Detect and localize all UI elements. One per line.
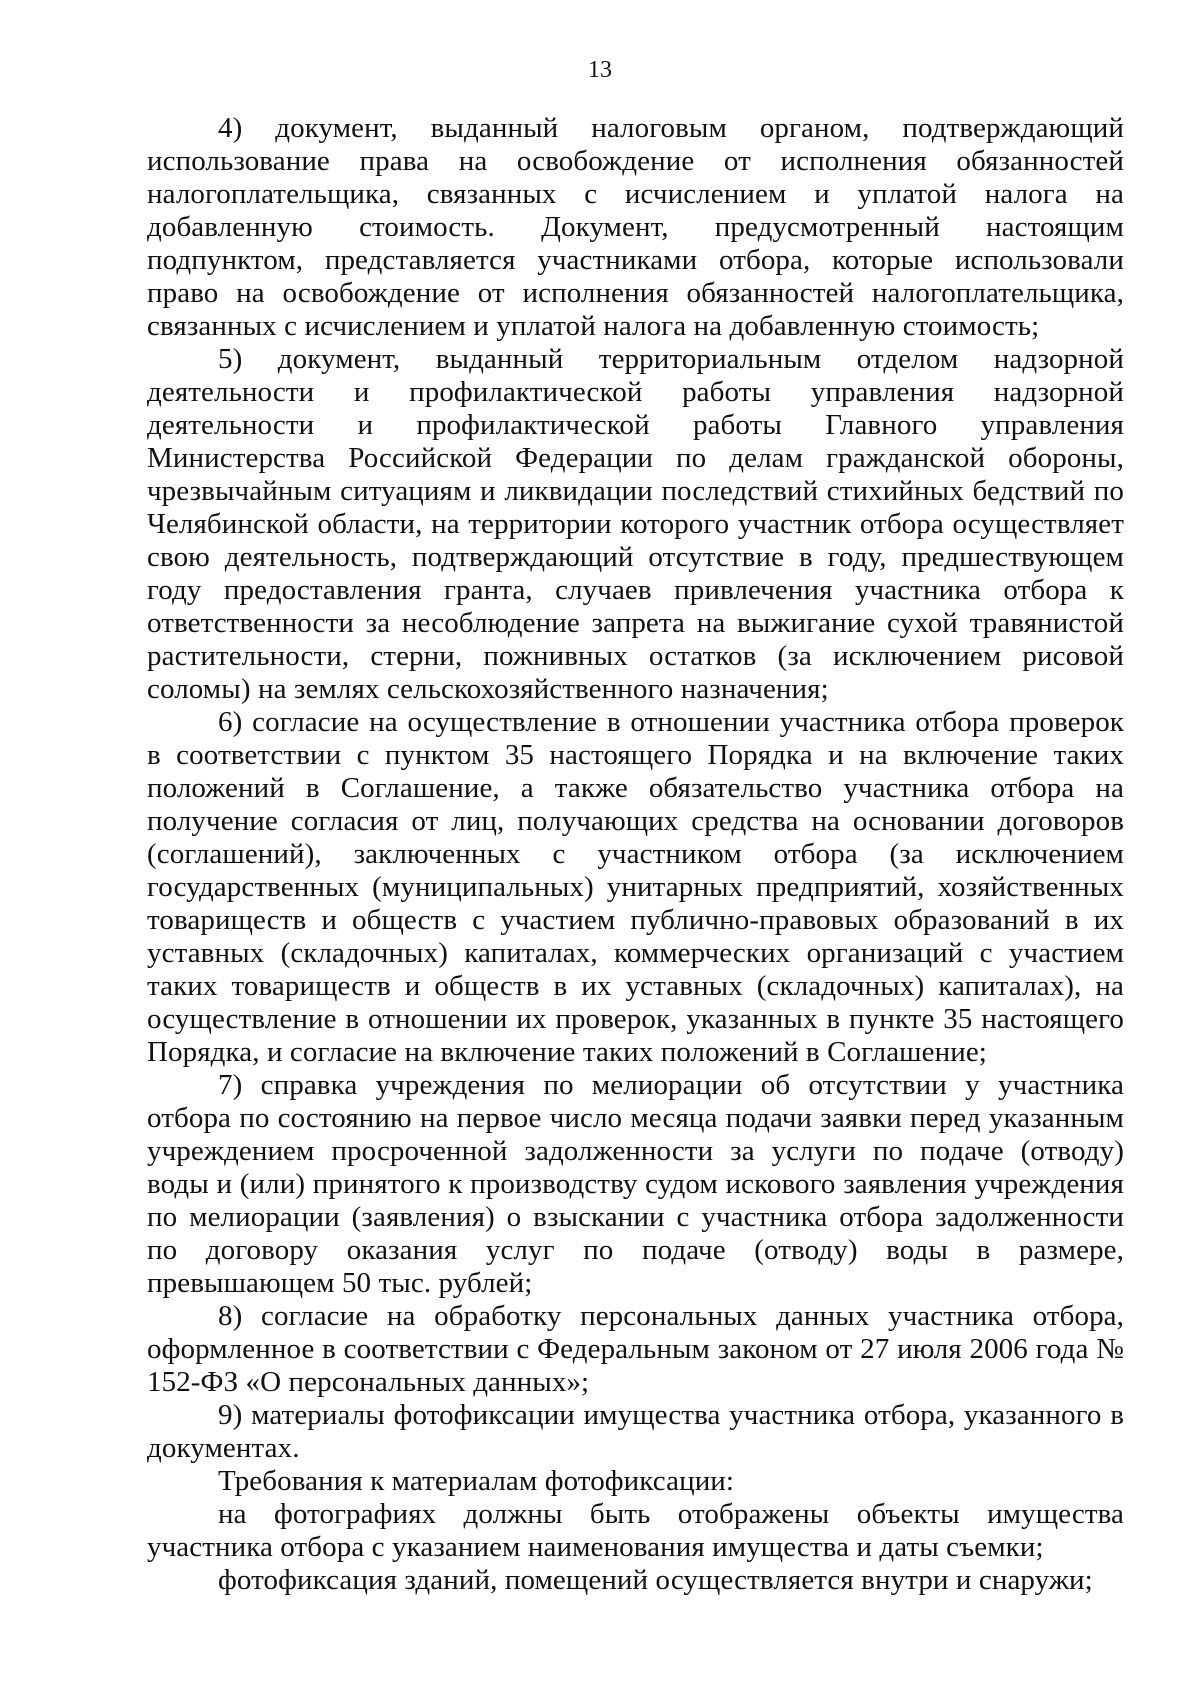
paragraph-item-5: 5) документ, выданный территориальным отделом надзорной деятельности и профилактической работы управления надзорной деятельности и профилактической работы Главного управления Министерства Российской Федерации по делам гражданской обороны, чрезвычайным ситуациям и ликвидации последствий стихийных бедствий по Челябинской области, на территории которого участник отбора осуществляет свою деятельность, подтверждающий отсутствие в году, предшествующем году предоставления гранта, случаев привлечения участника отбора к ответственности за несоблюдение запрета на выжигание сухой травянистой растительности, стерни, пожнивных остатков (за исключением рисовой соломы) на землях сельскохозяйственного назначения; bbox=[147, 343, 1124, 705]
document-body bbox=[147, 112, 1124, 1597]
photo-requirement-objects: на фотографиях должны быть отображены объекты имущества участника отбора с указанием наименования имущества и даты съемки; bbox=[147, 1498, 1124, 1563]
paragraph-item-4: 4) документ, выданный налоговым органом, подтверждающий использование права на освобождение от исполнения обязанностей налогоплательщика, связанных с исчислением и уплатой налога на добавленную стоимость. Документ, предусмотренный настоящим подпунктом, представляется участниками отбора, которые использовали право на освобождение от исполнения обязанностей налогоплательщика, связанных с исчислением и уплатой налога на добавленную стоимость; bbox=[147, 112, 1124, 342]
paragraph-item-6: 6) согласие на осуществление в отношении участника отбора проверок в соответствии с пунктом 35 настоящего Порядка и на включение таких положений в Соглашение, а также обязательство участника отбора на получение согласия от лиц, получающих средства на основании договоров (соглашений), заключенных с участником отбора (за исключением государственных (муниципальных) унитарных предприятий, хозяйственных товариществ и обществ с участием публично-правовых образований в их уставных (складочных) капиталах, коммерческих организаций с участием таких товариществ и обществ в их уставных (складочных) капиталах), на осуществление в отношении их проверок, указанных в пункте 35 настоящего Порядка, и согласие на включение таких положений в Соглашение; bbox=[147, 706, 1124, 1068]
paragraph-item-9: 9) материалы фотофиксации имущества участника отбора, указанного в документах. bbox=[147, 1399, 1124, 1464]
paragraph-item-7: 7) справка учреждения по мелиорации об отсутствии у участника отбора по состоянию на первое число месяца подачи заявки перед указанным учреждением просроченной задолженности за услуги по подаче (отводу) воды и (или) принятого к производству судом искового заявления учреждения по мелиорации (заявления) о взыскании с участника отбора задолженности по договору оказания услуг по подаче (отводу) воды в размере, превышающем 50 тыс. рублей; bbox=[147, 1069, 1124, 1299]
photo-requirement-buildings: фотофиксация зданий, помещений осуществляется внутри и снаружи; bbox=[218, 1564, 1093, 1596]
page-number: 13 bbox=[588, 57, 612, 83]
photo-requirements-heading: Требования к материалам фотофиксации: bbox=[218, 1465, 735, 1497]
paragraph-item-8: 8) согласие на обработку персональных данных участника отбора, оформленное в соответствии с Федеральным законом от 27 июля 2006 года № 152-ФЗ «О персональных данных»; bbox=[147, 1300, 1124, 1398]
